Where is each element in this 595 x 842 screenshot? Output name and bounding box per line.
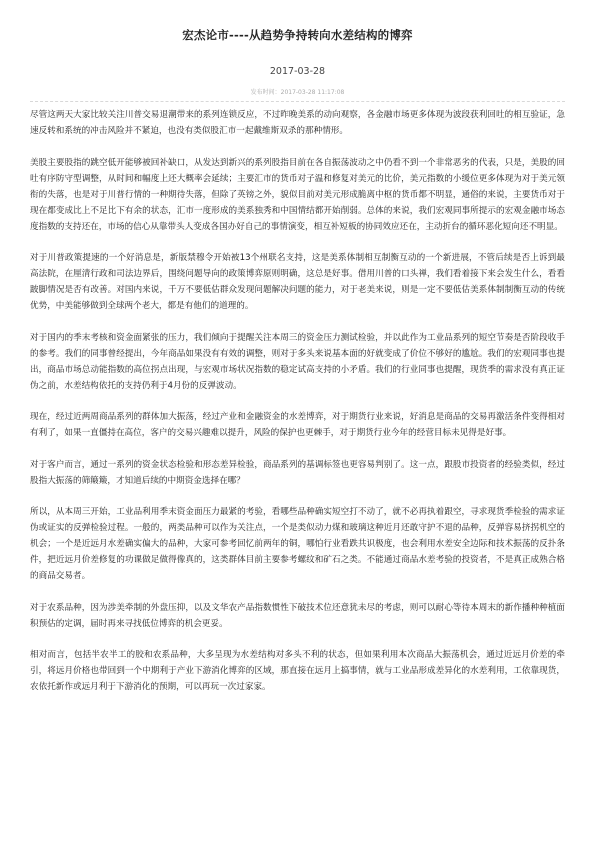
paragraph-3: 对于川普政策提速的一个好消息是，新版禁穆令开始被13个州联名支持，这是美系体制相互制衡互动的一个新进展，不管后续是否上诉到最高法院，在厘清行政和司法边界后，围绕问题导向的政策博弈原则明确，这总是好事。借用川普的口头禅，我们看着接下来会发生什么，看看跛脚情况是否有改善。对国内来说，千万不要低估群众发现问题解决问题的能力，对于老美来说，则是一定不要低估美系体制制衡互动的传统优势，中美能够做到全球两个老大，都是有他们的道理的。 bbox=[30, 253, 565, 311]
paragraph-8: 对于农系品种，因为涉美牵制的外盘压抑，以及文华农产品指数惯性下破技术位还意犹未尽的考虑，则可以耐心等待本周末的新作播种种植面积预估的定调，届时再来寻找低位博弈的机会更妥。 bbox=[30, 602, 565, 629]
paragraph-6: 对于客户而言，通过一系列的资金状态检验和形态差异检验，商品系列的基调标签也更容易判别了。这一点，跟股市投资者的经验类似，经过股指大振荡的筛簸簸，才知道后续的中期资金选择在哪？ bbox=[30, 459, 565, 486]
paragraph-7: 所以，从本周三开始，工业品利用季末资金面压力最紧的考验，看哪些品种确实短空打不动了，就不必再执着跟空，寻求现货季检验的需求证伪或证实的反弹检验过程。一般的，两类品种可以作为关注点，一个是类似动力煤和玻璃这种近月还敢守护不退的品种，反弹容易挤拐机空的机会；一个是近远月水差确实偏大的品种，大家可参考回忆前两年的铜，哪怕行业看跌共识极度，也会利用水差安全边际和技术振荡的反扑条件，把近远月价差修复的功课做足做得像真的，这类群体目前主要参考螺纹和矿石之类。不能通过商品水差考验的投资者，不是真正成熟合格的商品交易者。 bbox=[30, 507, 565, 581]
paragraph-9: 相对而言，包括半农半工的胶和农系品种，大多呈现为水差结构对多头不利的状态，但如果利用本次商品大振荡机会，通过近远月价差的牵引，将远月价格也带回到一个中期利于产业下游消化博弈的区域，那直接在远月上搞事情，就与工业品形成差异化的水差利用，工依靠现货，农依托新作或远月利于下游消化的预期，可以再玩一次过家家。 bbox=[30, 650, 565, 692]
paragraph-1: 尽管这两天大家比较关注川普交易退潮带来的系列连锁反应，不过昨晚美系的动向观察，各金融市场更多体现为波段获利回吐的相互验证，急速反转和系统的冲击风险并不紧迫，也没有类似股汇市一起戴维斯双杀的那种情形。 bbox=[30, 110, 565, 136]
article-date: 2017-03-28 bbox=[269, 66, 326, 77]
paragraph-5: 现在，经过近两周商品系列的群体加大振荡，经过产业和金融资金的水差博弈，对于期货行业来说，好消息是商品的交易再激活条件变得相对有利了，如果一直僵持在高位，客户的交易兴趣难以提升，风险的保护也更棘手，对于期货行业今年的经营目标未见得是好事。 bbox=[30, 412, 565, 438]
article-body bbox=[30, 107, 565, 711]
header-divider bbox=[30, 101, 565, 102]
paragraph-2: 美股主要股指的跳空低开能够被回补缺口，从发达到新兴的系列股指目前在各自振荡波动之中仍看不到一个非常恶劣的代表，只是，美股的回吐有序防守型调整，从时间和幅度上还大概率会延续；主要汇市的货币对子温和修复对美元的比价，美元指数的小缓位更多体现为对于美元领衔的失落，也是对于川普行情的一种期待失落，但除了英镑之外，貌似目前对美元形成脆离中枢的货币都不明显，通俗的来说，主要货币对于现在都变成比上不足比下有余的状态，汇市一度形成的美系独秀和中国情结都开始削弱。总体的来说，我们宏观同事所提示的宏观金融市场态度指数的支持还在，市场的信心从靠带头人变成各国办好自己的事情演变，相互补短板的协同效应还在，主动折台的循环恶化短向还不明显。 bbox=[30, 157, 565, 232]
article-title: 宏杰论市----从趋势争持转向水差结构的博弈 bbox=[182, 28, 413, 42]
paragraph-4: 对于国内的季末考核和资金面紧张的压力，我们倾向于提醒关注本周三的资金压力测试检验，并以此作为工业品系列的短空节奏是否阶段收手的参考。我们的同事曾经提出，今年商品如果没有有效的调整，则对于多头来说基本面的好就变成了价位不够好的尴尬。我们的宏观同事也提出，商品市场总动能指数的高位拐点出现，与宏观市场状况指数的稳定试高支持的小矛盾。我们的行业同事也提醒，现货季的需求没有真正证伪之前，水差结构依托的支持仍利于4月份的反弹波动。 bbox=[30, 332, 565, 391]
publish-time: 发布时间：2017-03-28 11:17:08 bbox=[250, 89, 345, 96]
